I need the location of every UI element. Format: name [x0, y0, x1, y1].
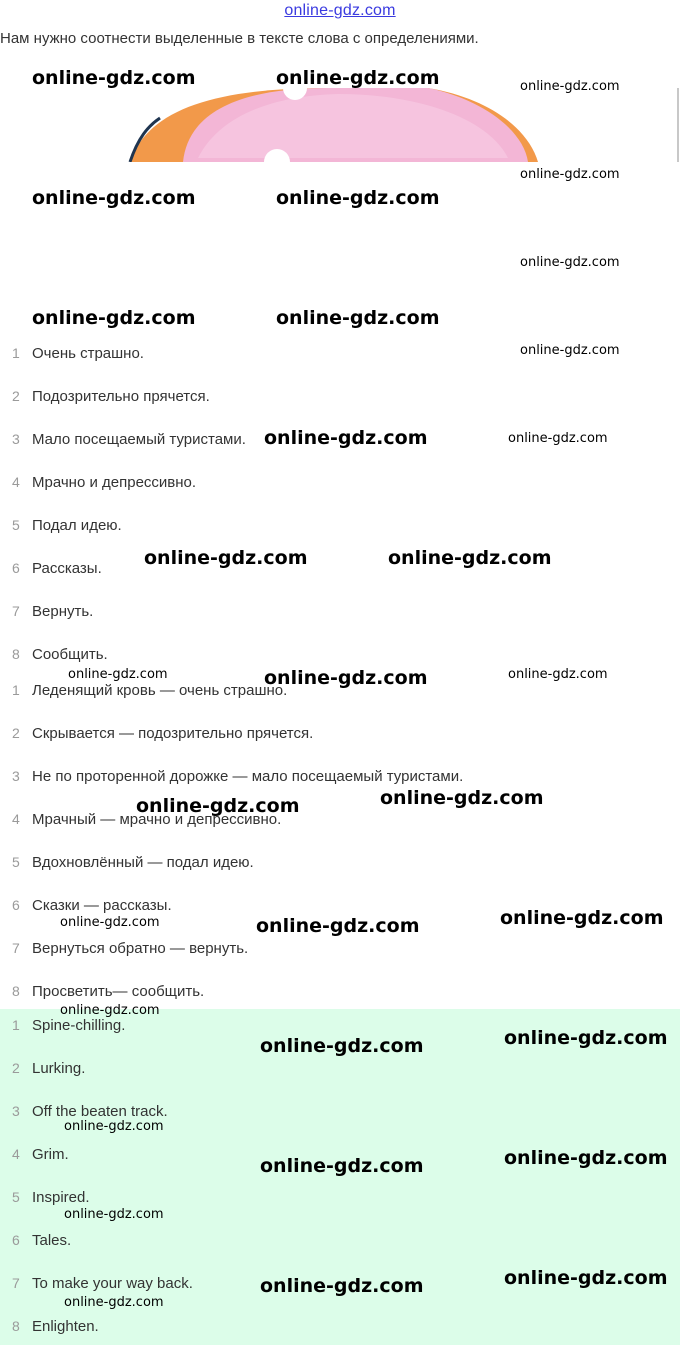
watermark: online-gdz.com — [264, 667, 428, 689]
watermark: online-gdz.com — [504, 1027, 668, 1049]
watermark: online-gdz.com — [260, 1275, 424, 1297]
watermark: online-gdz.com — [520, 79, 620, 94]
watermark: online-gdz.com — [136, 795, 300, 817]
watermark: online-gdz.com — [68, 667, 168, 682]
watermark: online-gdz.com — [508, 431, 608, 446]
watermark: online-gdz.com — [520, 167, 620, 182]
watermark: online-gdz.com — [32, 307, 196, 329]
watermark: online-gdz.com — [60, 1003, 160, 1018]
watermark: online-gdz.com — [260, 1035, 424, 1057]
watermark: online-gdz.com — [256, 915, 420, 937]
watermark: online-gdz.com — [64, 1207, 164, 1222]
watermark: online-gdz.com — [64, 1295, 164, 1310]
answers-en-block: 1 Spine-chilling. 2 Lurking. 3 Off the beaten track. 4 Grim. 5 Inspired. 6 Tales. 7 To make your way back. 8 Enlighten. — [0, 1009, 680, 1345]
watermark: online-gdz.com — [380, 787, 544, 809]
watermark: online-gdz.com — [500, 907, 664, 929]
watermark: online-gdz.com — [276, 187, 440, 209]
watermark: online-gdz.com — [520, 343, 620, 358]
illustration-image — [128, 88, 540, 162]
watermark: online-gdz.com — [520, 255, 620, 270]
watermark: online-gdz.com — [264, 427, 428, 449]
watermark: online-gdz.com — [388, 547, 552, 569]
watermark: online-gdz.com — [276, 67, 440, 89]
watermark: online-gdz.com — [508, 667, 608, 682]
watermark: online-gdz.com — [32, 187, 196, 209]
watermark: online-gdz.com — [32, 67, 196, 89]
scrollbar-indicator[interactable] — [677, 88, 679, 162]
site-title[interactable]: online-gdz.com — [284, 2, 396, 19]
watermark: online-gdz.com — [60, 915, 160, 930]
watermark: online-gdz.com — [504, 1147, 668, 1169]
watermark: online-gdz.com — [504, 1267, 668, 1289]
watermark: online-gdz.com — [144, 547, 308, 569]
watermark: online-gdz.com — [276, 307, 440, 329]
watermark: online-gdz.com — [64, 1119, 164, 1134]
watermark: online-gdz.com — [260, 1155, 424, 1177]
intro-text: Нам нужно соотнести выделенные в тексте слова с определениями. — [0, 30, 479, 47]
